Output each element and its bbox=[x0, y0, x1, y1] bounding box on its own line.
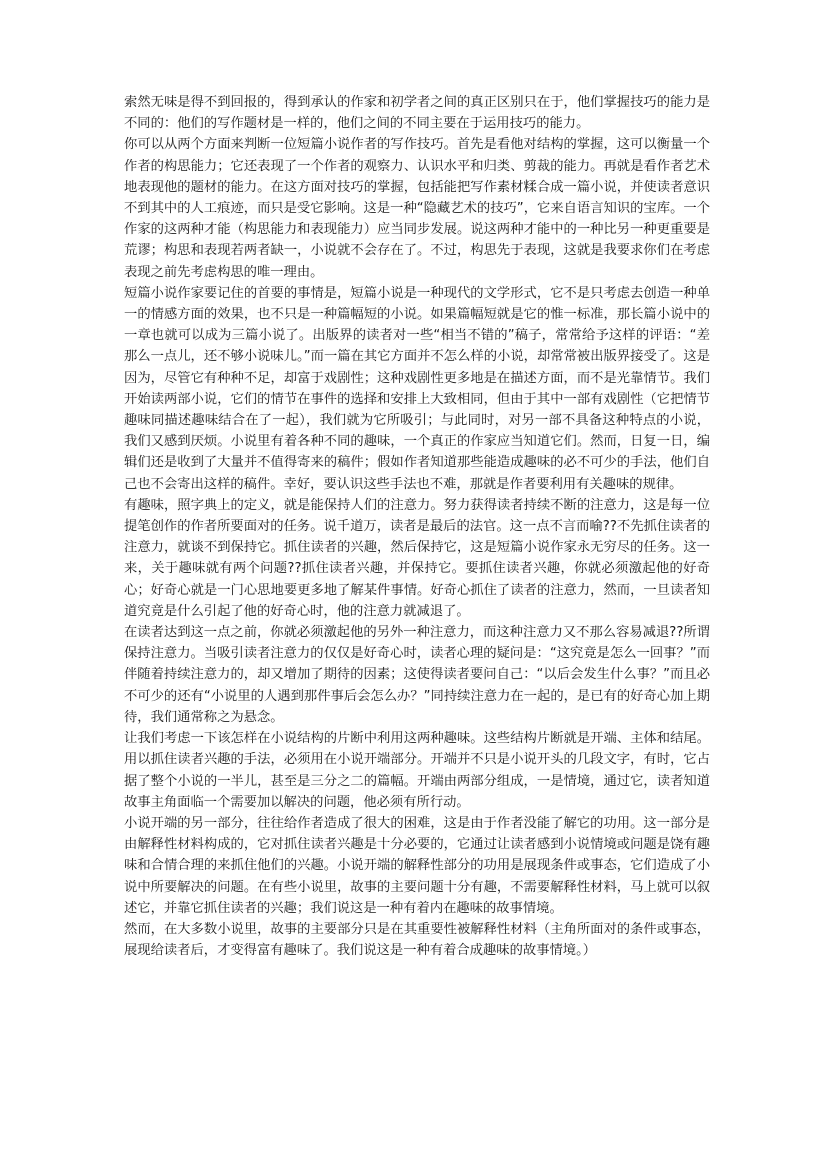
paragraph-8: 然而，在大多数小说里，故事的主要部分只是在其重要性被解释性材料（主角所面对的条件或事态，展现给读者后，才变得富有趣味了。我们说这是一种有着合成趣味的故事情境。） bbox=[124, 921, 710, 959]
paragraph-4: 有趣味，照字典上的定义，就是能保持人们的注意力。努力获得读者持续不断的注意力，这是每一位提笔创作的作者所要面对的任务。说千道万，读者是最后的法官。这一点不言而喻??不先抓住读者的注意力，就谈不到保持它。抓住读者的兴趣，然后保持它，这是短篇小说作家永无穷尽的任务。这一来，关于趣味就有两个问题??抓住读者兴趣，并保持它。要抓住读者兴趣，你就必须激起他的好奇心；好奇心就是一门心思地要更多地了解某件事情。好奇心抓住了读者的注意力，然而，一旦读者知道究竟是什么引起了他的好奇心时，他的注意力就减退了。 bbox=[124, 497, 710, 619]
paragraph-6: 让我们考虑一下该怎样在小说结构的片断中利用这两种趣味。这些结构片断就是开端、主体和结尾。用以抓住读者兴趣的手法，必须用在小说开端部分。开端并不只是小说开头的几段文字，有时，它占据了整个小说的一半儿，甚至是三分之二的篇幅。开端由两部分组成，一是情境，通过它，读者知道故事主角面临一个需要加以解决的问题，他必须有所行动。 bbox=[124, 731, 710, 810]
paragraph-3: 短篇小说作家要记住的首要的事情是，短篇小说是一种现代的文学形式，它不是只考虑去创造一种单一的情感方面的效果，也不只是一种篇幅短的小说。如果篇幅短就是它的惟一标准，那长篇小说中的一章也就可以成为三篇小说了。出版界的读者对一些“相当不错的”稿子，常常给予这样的评语：“差那么一点儿，还不够小说味儿。”而一篇在其它方面并不怎么样的小说，却常常被出版界接受了。这是因为，尽管它有种种不足，却富于戏剧性；这种戏剧性更多地是在描述方面，而不是光靠情节。我们开始读两部小说，它们的情节在事件的选择和安排上大致相同，但由于其中一部有戏剧性（它把情节趣味同描述趣味结合在了一起），我们就为它所吸引；与此同时，对另一部不具备这种特点的小说，我们又感到厌烦。小说里有着各种不同的趣味，一个真正的作家应当知道它们。然而，日复一日，编辑们还是收到了大量并不值得寄来的稿件；假如作者知道那些能造成趣味的必不可少的手法，他们自己也不会寄出这样的稿件。幸好，要认识这些手法也不难，那就是作者要利用有关趣味的规律。 bbox=[124, 285, 710, 492]
paragraph-2: 你可以从两个方面来判断一位短篇小说作者的写作技巧。首先是看他对结构的掌握，这可以衡量一个作者的构思能力；它还表现了一个作者的观察力、认识水平和归类、剪裁的能力。再就是看作者艺术地表现他的题材的能力。在这方面对技巧的掌握，包括能把写作素材糅合成一篇小说，并使读者意识不到其中的人工痕迹，而只是受它影响。这是一种“隐藏艺术的技巧”，它来自语言知识的宝库。一个作家的这两种才能（构思能力和表现能力）应当同步发展。说这两种才能中的一种比另一种更重要是荒谬；构思和表现若两者缺一，小说就不会存在了。不过，构思先于表现，这就是我要求你们在考虑表现之前先考虑构思的唯一理由。 bbox=[124, 137, 710, 280]
document-page bbox=[124, 92, 710, 961]
paragraph-7: 小说开端的另一部分，往往给作者造成了很大的困难，这是由于作者没能了解它的功用。这一部分是由解释性材料构成的，它对抓住读者兴趣是十分必要的，它通过让读者感到小说情境或问题是饶有趣味和合情合理的来抓住他们的兴趣。小说开端的解释性部分的功用是展现条件或事态，它们造成了小说中所要解决的问题。在有些小说里，故事的主要问题十分有趣，不需要解释性材料，马上就可以叙述它，并靠它抓住读者的兴趣；我们说这是一种有着内在趣味的故事情境。 bbox=[124, 815, 710, 916]
paragraph-5: 在读者达到这一点之前，你就必须激起他的另外一种注意力，而这种注意力又不那么容易减退??所谓保持注意力。当吸引读者注意力的仅仅是好奇心时，读者心理的疑问是：“这究竟是怎么一回事？”而伴随着持续注意力的，却又增加了期待的因素；这使得读者要问自己：“以后会发生什么事？”而且必不可少的还有“小说里的人遇到那件事后会怎么办？”同持续注意力在一起的，是已有的好奇心加上期待，我们通常称之为悬念。 bbox=[124, 625, 710, 725]
paragraph-1: 索然无味是得不到回报的，得到承认的作家和初学者之间的真正区别只在于，他们掌握技巧的能力是不同的：他们的写作题材是一样的，他们之间的不同主要在于运用技巧的能力。 bbox=[124, 95, 710, 132]
